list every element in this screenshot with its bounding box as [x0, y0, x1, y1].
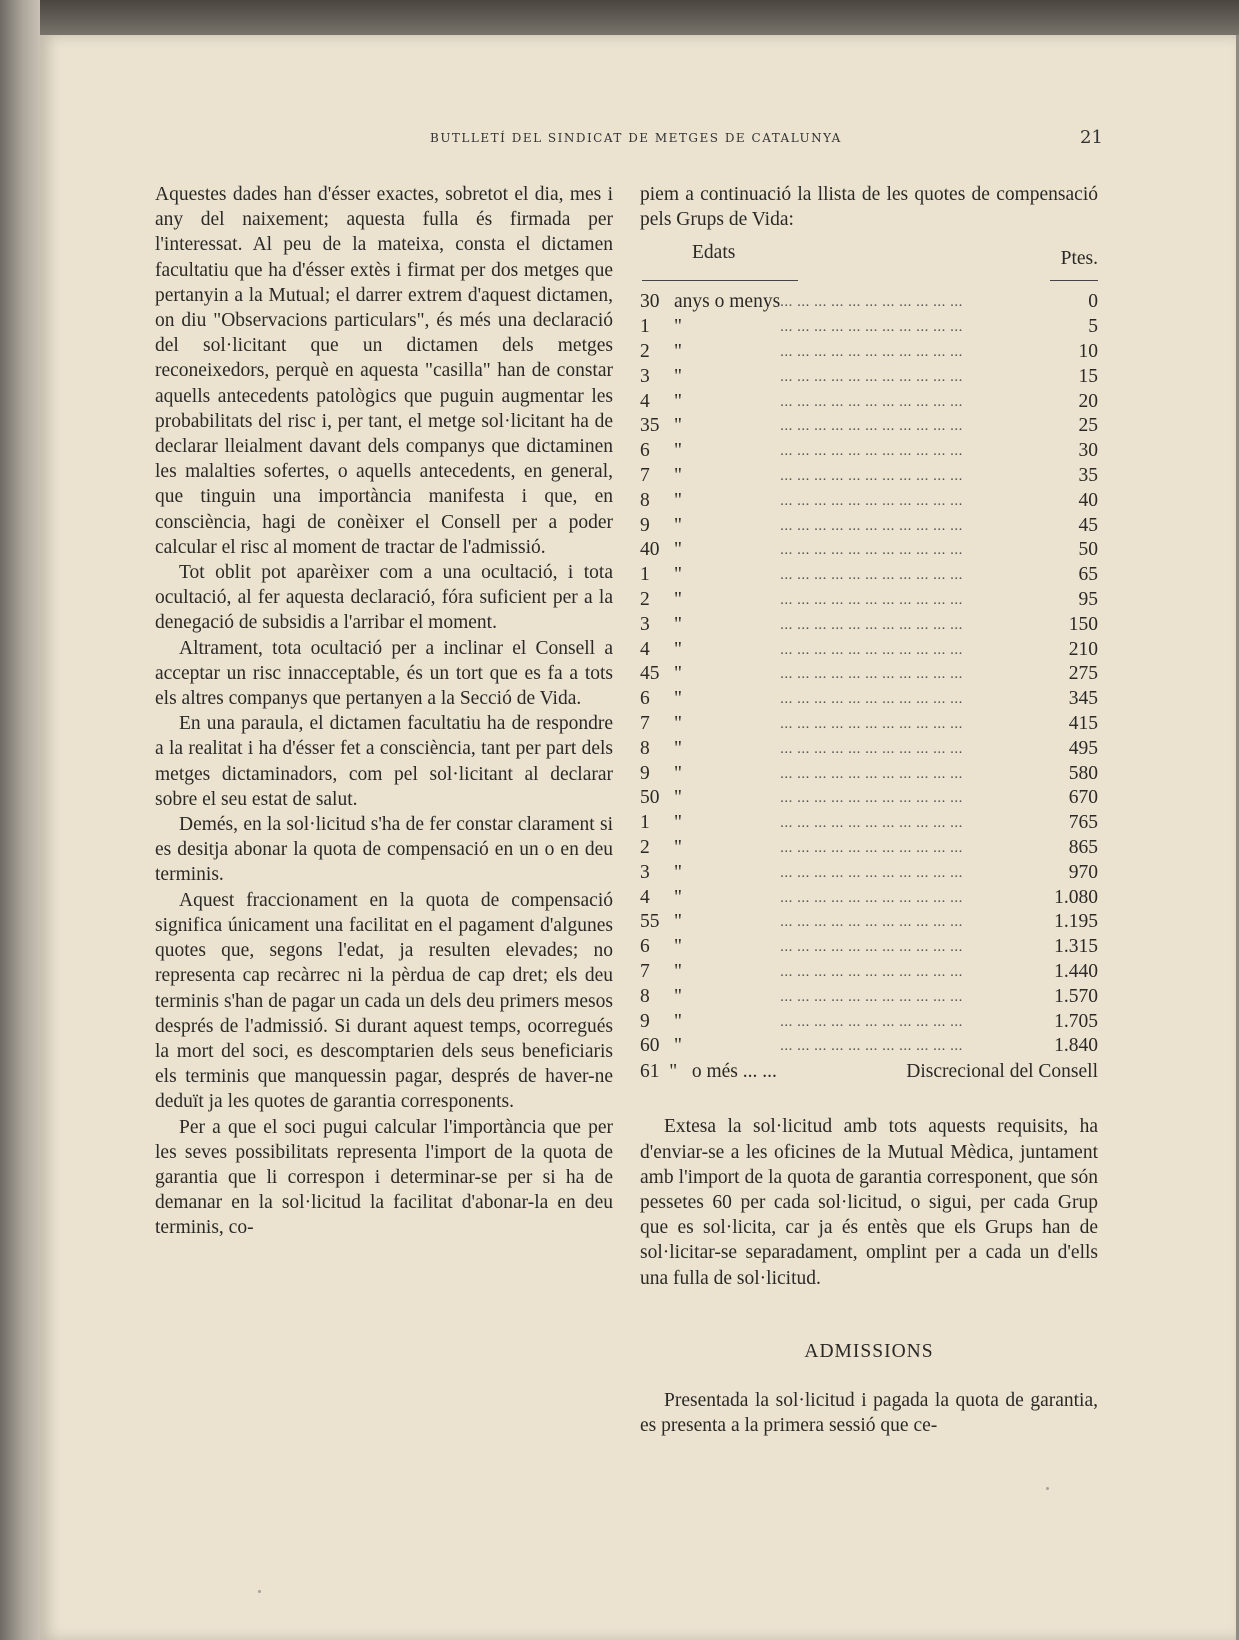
row-unit: " — [674, 737, 682, 759]
row-unit: " — [674, 415, 682, 437]
row-amount: 1.315 — [1054, 936, 1098, 958]
row-amount: 25 — [1078, 415, 1098, 437]
row-amount: 40 — [1078, 489, 1098, 511]
table-row — [640, 489, 1098, 514]
paragraph: Tot oblit pot aparèixer com a una ocultació, i tota ocultació, al fer aquesta declaració, fóra suficient per a la denegació de subsidis a l'arribar el moment. — [155, 562, 613, 634]
leader-dots: ... ... ... ... ... ... ... ... ... ... ... — [780, 889, 963, 906]
row-age: 8 — [640, 489, 650, 511]
leader-dots: ... ... ... ... ... ... ... ... ... ... ... — [780, 715, 963, 732]
scan-speck — [258, 1590, 261, 1593]
row-unit: " — [674, 638, 682, 660]
table-row — [640, 563, 1098, 588]
leader-dots: ... ... ... ... ... ... ... ... ... ... ... — [780, 418, 963, 435]
leader-dots: ... ... ... ... ... ... ... ... ... ... ... — [780, 914, 963, 931]
row-amount: 1.570 — [1054, 985, 1098, 1007]
leader-dots: ... ... ... ... ... ... ... ... ... ... ... — [780, 294, 963, 311]
row-amount: 30 — [1078, 440, 1098, 462]
row-unit: " — [674, 588, 682, 610]
running-head: BUTLLETÍ DEL SINDICAT DE METGES DE CATALUNYA — [430, 131, 842, 145]
right-column — [640, 182, 1098, 1438]
leader-dots: ... ... ... ... ... ... ... ... ... ... ... — [780, 666, 963, 683]
table-row — [640, 315, 1098, 340]
row-unit: anys o menys — [674, 291, 781, 313]
leader-dots: ... ... ... ... ... ... ... ... ... ... ... — [780, 393, 963, 410]
table-row — [640, 588, 1098, 613]
row-age: 8 — [640, 985, 650, 1007]
row-amount: 580 — [1068, 762, 1098, 784]
amount-column-header: Ptes. — [1060, 248, 1098, 270]
row-unit: " — [674, 464, 682, 486]
row-age: 55 — [640, 911, 660, 933]
row-amount: 5 — [1088, 316, 1098, 338]
table-row — [640, 886, 1098, 911]
table-row — [640, 613, 1098, 638]
row-unit: " — [674, 1010, 682, 1032]
scan-top-border — [0, 0, 1239, 35]
row-amount: 35 — [1078, 464, 1098, 486]
row-unit: " — [674, 911, 682, 933]
table-row — [640, 290, 1098, 315]
row-age: 3 — [640, 365, 650, 387]
row-amount: 670 — [1068, 787, 1098, 809]
row-unit: " — [674, 812, 682, 834]
leader-dots: ... ... ... ... ... ... ... ... ... ... ... — [780, 344, 963, 360]
leader-dots: ... ... ... ... ... ... ... ... ... ... ... — [780, 963, 963, 980]
table-row — [640, 1010, 1098, 1035]
row-amount: 1.705 — [1054, 1010, 1098, 1032]
row-unit: " — [674, 365, 682, 387]
book-spine — [0, 0, 40, 1640]
table-row — [640, 638, 1098, 663]
table-row — [640, 861, 1098, 886]
row-amount: 20 — [1078, 390, 1098, 412]
row-age: 7 — [640, 960, 650, 982]
row-unit: " — [674, 539, 682, 561]
leader-dots: ... ... ... ... ... ... ... ... ... ... ... — [780, 765, 963, 782]
row-amount: 495 — [1068, 737, 1098, 759]
row-age: 6 — [640, 688, 650, 710]
row-age: 35 — [640, 415, 660, 437]
row-unit: " — [674, 886, 682, 908]
table-row — [640, 712, 1098, 737]
leader-dots: ... ... ... ... ... ... ... ... ... ... ... — [780, 542, 963, 559]
row-age: 6 — [640, 440, 650, 462]
row-age: 60 — [640, 1035, 660, 1057]
row-amount: 150 — [1068, 613, 1098, 635]
table-row — [640, 340, 1098, 365]
row-amount: 50 — [1078, 539, 1098, 561]
row-amount: 65 — [1078, 564, 1098, 586]
row-unit: " — [674, 960, 682, 982]
row-amount: 15 — [1078, 365, 1098, 387]
row-amount: 1.195 — [1054, 911, 1098, 933]
paragraph: Extesa la sol·licitud amb tots aquests requisits, ha d'enviar-se a les oficines de la Mutual Mèdica, juntament amb l'import de la quota de garantia corresponent, que són pessetes 60 per cada sol·licitud, o sigui, per cada Grup que es sol·licita, car ja és entès que els Grups han de sol·licitar-se separadament, omplint per a cada un d'ells una fulla de sol·licitud. — [640, 1116, 1098, 1289]
last-row-age: 61 " o més ... ... — [640, 1061, 777, 1083]
row-amount: 95 — [1078, 588, 1098, 610]
row-amount: 0 — [1088, 291, 1098, 313]
paragraph: Aquestes dades han d'ésser exactes, sobretot el dia, mes i any del naixement; aquesta fulla és firmada per l'interessat. Al peu de la mateixa, consta el dictamen facultatiu que ha d'ésser extès i firmat per dos metges que pertanyin a la Mutual; el darrer extrem d'aquest dictamen, on diu "Observacions particulars", és més una declaració del sol·licitant que un dictamen dels metges reconeixedors, perquè en aquesta "casilla" han de constar aquells antecedents patològics que puguin augmentar les probabilitats del risc i, per tant, el metge sol·licitant ha de declarar lleialment davant dels companys que dictaminen les malalties sofertes, o aquells antecedents, en general, que tinguin una importància manifesta i que, en consciència, hagi de conèixer el Consell per a poder calcular el risc al moment de tractar de l'admissió. — [155, 184, 613, 558]
leader-dots: ... ... ... ... ... ... ... ... ... ... ... — [780, 864, 963, 881]
row-unit: " — [674, 663, 682, 685]
table-row — [640, 985, 1098, 1010]
row-age: 8 — [640, 737, 650, 759]
table-row — [640, 514, 1098, 539]
row-age: 45 — [640, 663, 660, 685]
row-amount: 765 — [1068, 812, 1098, 834]
leader-dots: ... ... ... ... ... ... ... ... ... ... ... — [780, 443, 963, 460]
row-age: 9 — [640, 762, 650, 784]
row-age: 4 — [640, 638, 650, 660]
table-row — [640, 439, 1098, 464]
table-row — [640, 464, 1098, 489]
left-column — [155, 182, 613, 1241]
row-age: 9 — [640, 1010, 650, 1032]
leader-dots: ... ... ... ... ... ... ... ... ... ... ... — [780, 492, 963, 509]
leader-dots: ... ... ... ... ... ... ... ... ... ... ... — [780, 567, 963, 584]
quota-table — [640, 290, 1098, 1059]
leader-dots: ... ... ... ... ... ... ... ... ... ... ... — [780, 467, 963, 484]
row-age: 2 — [640, 341, 650, 362]
page-number: 21 — [1080, 127, 1103, 148]
row-amount: 1.840 — [1054, 1035, 1098, 1057]
row-unit: " — [674, 688, 682, 710]
row-age: 1 — [640, 564, 650, 586]
quota-table-header — [640, 240, 1098, 290]
leader-dots: ... ... ... ... ... ... ... ... ... ... ... — [780, 839, 963, 856]
row-amount: 415 — [1068, 712, 1098, 734]
row-amount: 45 — [1078, 514, 1098, 536]
row-age: 9 — [640, 514, 650, 536]
quota-last-row — [640, 1059, 1098, 1084]
row-unit: " — [674, 836, 682, 858]
leader-dots: ... ... ... ... ... ... ... ... ... ... ... — [780, 517, 963, 534]
row-unit: " — [674, 712, 682, 734]
row-age: 4 — [640, 886, 650, 908]
row-age: 3 — [640, 861, 650, 883]
row-age: 2 — [640, 836, 650, 858]
table-intro: piem a continuació la llista de les quotes de compensació pels Grups de Vida: — [640, 184, 1098, 231]
row-age: 40 — [640, 539, 660, 561]
scan-speck — [1046, 1487, 1049, 1490]
last-row-amount: Discrecional del Consell — [906, 1061, 1098, 1083]
table-row — [640, 737, 1098, 762]
row-age: 50 — [640, 787, 660, 809]
leader-dots: ... ... ... ... ... ... ... ... ... ... ... — [780, 1038, 963, 1055]
row-unit: " — [674, 564, 682, 586]
row-amount: 970 — [1068, 861, 1098, 883]
table-row — [640, 836, 1098, 861]
row-unit: " — [674, 1035, 682, 1057]
table-row — [640, 762, 1098, 787]
table-row — [640, 786, 1098, 811]
table-row — [640, 935, 1098, 960]
row-amount: 10 — [1078, 341, 1098, 362]
leader-dots: ... ... ... ... ... ... ... ... ... ... ... — [780, 691, 963, 708]
row-unit: " — [674, 985, 682, 1007]
table-row — [640, 390, 1098, 415]
row-unit: " — [674, 440, 682, 462]
paragraph: Aquest fraccionament en la quota de compensació significa únicament una facilitat en el pagament d'algunes quotes que, segons l'edat, ja resulten elevades; no representa cap recàrrec ni la pèrdua de cap dret; els deu terminis s'han de pagar un cada un dels deu primers mesos després de l'admissió. Si durant aquest temps, ocorregués la mort del soci, es descomptarien dels seus beneficiaris els terminis que manquessin pagar, després de haver-ne deduït ja les quotes de garantia corresponents. — [155, 889, 613, 1113]
leader-dots: ... ... ... ... ... ... ... ... ... ... ... — [780, 988, 963, 1005]
row-unit: " — [674, 936, 682, 958]
row-amount: 1.440 — [1054, 960, 1098, 982]
header-rule — [642, 280, 798, 281]
row-unit: " — [674, 341, 682, 362]
row-unit: " — [674, 489, 682, 511]
row-unit: " — [674, 514, 682, 536]
table-row — [640, 811, 1098, 836]
paragraph: Presentada la sol·licitud i pagada la quota de garantia, es presenta a la primera sessió que ce- — [640, 1389, 1098, 1437]
row-age: 1 — [640, 316, 650, 338]
leader-dots: ... ... ... ... ... ... ... ... ... ... ... — [780, 641, 963, 658]
leader-dots: ... ... ... ... ... ... ... ... ... ... ... — [780, 368, 963, 385]
row-age: 30 — [640, 291, 660, 313]
row-age: 7 — [640, 464, 650, 486]
table-row — [640, 414, 1098, 439]
age-column-header: Edats — [692, 242, 736, 264]
table-row — [640, 365, 1098, 390]
row-unit: " — [674, 316, 682, 338]
row-unit: " — [674, 861, 682, 883]
table-row — [640, 1034, 1098, 1059]
row-age: 6 — [640, 936, 650, 958]
row-amount: 865 — [1068, 836, 1098, 858]
row-unit: " — [674, 613, 682, 635]
row-amount: 1.080 — [1054, 886, 1098, 908]
leader-dots: ... ... ... ... ... ... ... ... ... ... ... — [780, 790, 963, 807]
paragraph: Altrament, tota ocultació per a inclinar el Consell a acceptar un risc innacceptable, és un tort que es fa a tots els altres companys que pertanyen a la Secció de Vida. — [155, 637, 613, 710]
table-row — [640, 960, 1098, 985]
header-rule — [1050, 280, 1098, 281]
paragraph: Demés, en la sol·licitud s'ha de fer constar clarament si es desitja abonar la quota de compensació en un o en deu terminis. — [155, 814, 613, 886]
paragraph: En una paraula, el dictamen facultatiu ha de respondre a la realitat i ha d'ésser fet a consciència, tant per part dels metges dictaminadors, com pel sol·licitant al declarar sobre el seu estat de salut. — [155, 713, 613, 810]
leader-dots: ... ... ... ... ... ... ... ... ... ... ... — [780, 740, 963, 757]
table-row — [640, 662, 1098, 687]
row-unit: " — [674, 390, 682, 412]
leader-dots: ... ... ... ... ... ... ... ... ... ... ... — [780, 591, 963, 608]
row-amount: 345 — [1068, 688, 1098, 710]
row-age: 3 — [640, 613, 650, 635]
row-age: 7 — [640, 712, 650, 734]
paragraph: Per a que el soci pugui calcular l'importància que per les seves possibilitats representa l'import de la quota de garantia que li correspon i determinar-se per si ha de demanar en la sol·licitud la facilitat d'abonar-la en deu terminis, co- — [155, 1116, 613, 1239]
leader-dots: ... ... ... ... ... ... ... ... ... ... ... — [780, 939, 963, 956]
leader-dots: ... ... ... ... ... ... ... ... ... ... ... — [780, 319, 963, 336]
row-amount: 210 — [1068, 638, 1098, 660]
leader-dots: ... ... ... ... ... ... ... ... ... ... ... — [780, 616, 963, 633]
leader-dots: ... ... ... ... ... ... ... ... ... ... ... — [780, 815, 963, 832]
leader-dots: ... ... ... ... ... ... ... ... ... ... ... — [780, 1013, 963, 1030]
row-unit: " — [674, 787, 682, 809]
table-row — [640, 538, 1098, 563]
table-row — [640, 910, 1098, 935]
row-unit: " — [674, 762, 682, 784]
table-row — [640, 687, 1098, 712]
row-age: 2 — [640, 588, 650, 610]
row-age: 4 — [640, 390, 650, 412]
row-age: 1 — [640, 812, 650, 834]
row-amount: 275 — [1068, 663, 1098, 685]
section-title: ADMISSIONS — [804, 1340, 934, 1362]
